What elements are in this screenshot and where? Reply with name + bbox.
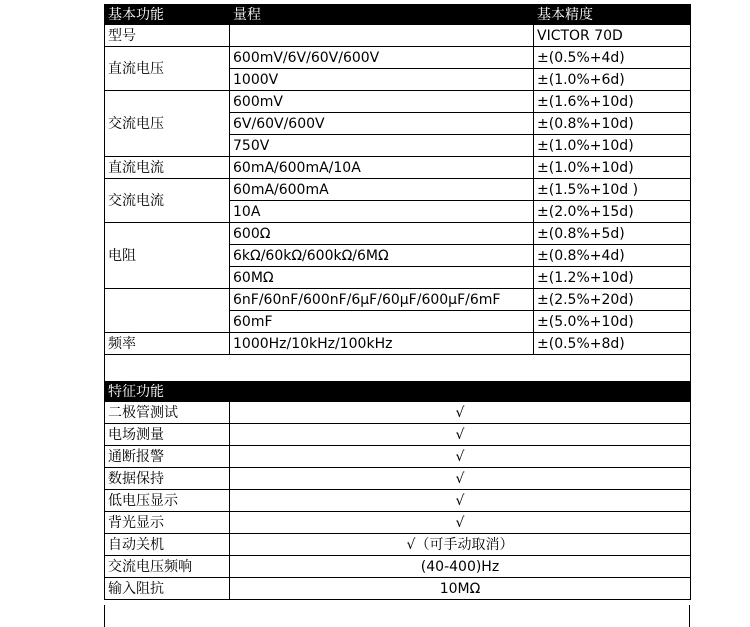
accuracy-cell: ±(1.5%+10d ): [534, 179, 691, 201]
accuracy-cell: ±(0.5%+8d): [534, 333, 691, 355]
function-label: 交流电流: [105, 179, 230, 223]
range-cell: 1000Hz/10kHz/100kHz: [230, 333, 534, 355]
feature-name: 背光显示: [105, 512, 230, 534]
feature-name: 数据保持: [105, 468, 230, 490]
feature-row: [105, 578, 691, 600]
spec-row: [105, 289, 691, 311]
accuracy-cell: ±(1.0%+10d): [534, 135, 691, 157]
spec-row: [105, 91, 691, 113]
function-label: 电阻: [105, 223, 230, 289]
function-label: 直流电压: [105, 47, 230, 91]
range-cell: 10A: [230, 201, 534, 223]
model-value: VICTOR 70D: [534, 25, 691, 47]
spec-row: [105, 157, 691, 179]
feature-name: 二极管测试: [105, 402, 230, 424]
feature-value: √: [230, 424, 691, 446]
accuracy-cell: ±(1.0%+10d): [534, 157, 691, 179]
range-cell: 600mV/6V/60V/600V: [230, 47, 534, 69]
accuracy-cell: ±(0.8%+4d): [534, 245, 691, 267]
range-cell: 6V/60V/600V: [230, 113, 534, 135]
spec-row: [105, 333, 691, 355]
gap-cell: [534, 355, 691, 382]
header-accuracy: 基本精度: [534, 5, 691, 25]
model-label: 型号: [105, 25, 230, 47]
range-cell: 6nF/60nF/600nF/6μF/60μF/600μF/6mF: [230, 289, 534, 311]
accuracy-cell: ±(0.8%+10d): [534, 113, 691, 135]
range-cell: 1000V: [230, 69, 534, 91]
accuracy-cell: ±(1.6%+10d): [534, 91, 691, 113]
feature-name: 输入阻抗: [105, 578, 230, 600]
range-cell: 6kΩ/60kΩ/600kΩ/6MΩ: [230, 245, 534, 267]
range-cell: 60MΩ: [230, 267, 534, 289]
spec-row: [105, 223, 691, 245]
table-tail: [104, 605, 690, 627]
feature-row: [105, 556, 691, 578]
feature-value: √: [230, 490, 691, 512]
feature-row: [105, 424, 691, 446]
spec-row: [105, 47, 691, 69]
feature-name: 交流电压频响: [105, 556, 230, 578]
function-label: 频率: [105, 333, 230, 355]
feature-name: 电场测量: [105, 424, 230, 446]
spec-table: [104, 4, 691, 600]
feature-name: 自动关机: [105, 534, 230, 556]
accuracy-cell: ±(2.0%+15d): [534, 201, 691, 223]
accuracy-cell: ±(1.0%+6d): [534, 69, 691, 91]
gap-cell: [230, 355, 534, 382]
feature-row: [105, 468, 691, 490]
feature-row: [105, 490, 691, 512]
range-cell: 60mA/600mA/10A: [230, 157, 534, 179]
features-header-row: [105, 382, 691, 402]
accuracy-cell: ±(2.5%+20d): [534, 289, 691, 311]
accuracy-cell: ±(5.0%+10d): [534, 311, 691, 333]
feature-row: [105, 512, 691, 534]
feature-name: 低电压显示: [105, 490, 230, 512]
feature-row: [105, 446, 691, 468]
accuracy-cell: ±(0.5%+4d): [534, 47, 691, 69]
feature-value: (40-400)Hz: [230, 556, 691, 578]
features-header: 特征功能: [105, 382, 691, 402]
model-empty-cell: [230, 25, 534, 47]
spec-header-row: [105, 5, 691, 25]
range-cell: 750V: [230, 135, 534, 157]
accuracy-cell: ±(0.8%+5d): [534, 223, 691, 245]
function-label: 直流电流: [105, 157, 230, 179]
range-cell: 600Ω: [230, 223, 534, 245]
range-cell: 60mA/600mA: [230, 179, 534, 201]
feature-value: √: [230, 468, 691, 490]
header-range: 量程: [230, 5, 534, 25]
spec-row: [105, 179, 691, 201]
section-gap: [105, 355, 691, 382]
feature-value: √（可手动取消）: [230, 534, 691, 556]
feature-row: [105, 402, 691, 424]
range-cell: 600mV: [230, 91, 534, 113]
function-label: 交流电压: [105, 91, 230, 157]
accuracy-cell: ±(1.2%+10d): [534, 267, 691, 289]
feature-value: √: [230, 512, 691, 534]
feature-row: [105, 534, 691, 556]
feature-value: 10MΩ: [230, 578, 691, 600]
feature-value: √: [230, 402, 691, 424]
range-cell: 60mF: [230, 311, 534, 333]
feature-value: √: [230, 446, 691, 468]
header-function: 基本功能: [105, 5, 230, 25]
feature-name: 通断报警: [105, 446, 230, 468]
gap-cell: [105, 355, 230, 382]
spec-sheet: [104, 4, 690, 627]
function-label: [105, 289, 230, 333]
model-row: [105, 25, 691, 47]
